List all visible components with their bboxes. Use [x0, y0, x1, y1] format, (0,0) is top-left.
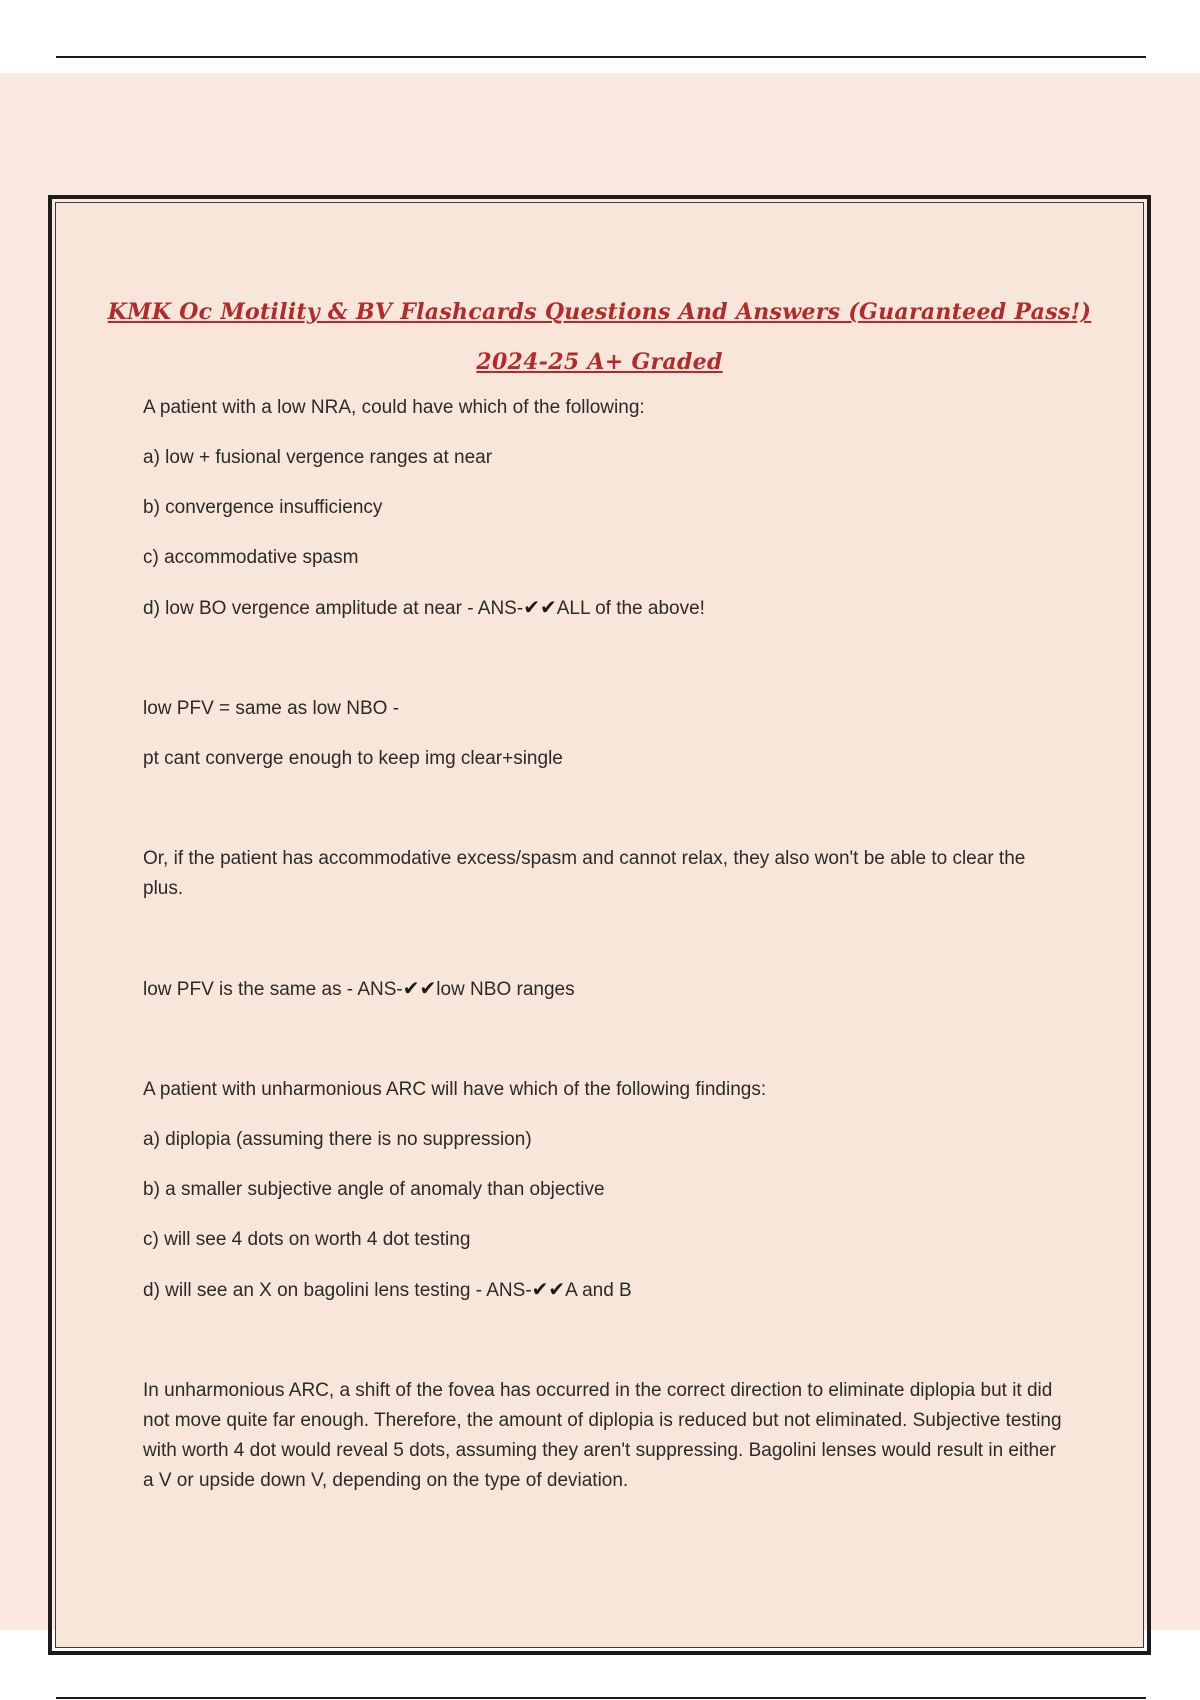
- explanation-1-line-1: low PFV = same as low NBO -: [143, 698, 400, 719]
- check-mark-icon: ✔✔: [531, 1279, 566, 1301]
- page-background: [0, 73, 1200, 1630]
- question-3: A patient with unharmonious ARC will have which of the following findings:: [143, 1079, 767, 1100]
- explanation-1-line-2: pt cant converge enough to keep img clear+single: [143, 748, 563, 769]
- question-1-option-a: a) low + fusional vergence ranges at near: [143, 447, 493, 468]
- question-3-option-b: b) a smaller subjective angle of anomaly than objective: [143, 1179, 605, 1200]
- question-1-option-c: c) accommodative spasm: [143, 547, 359, 568]
- document-body: [143, 393, 1063, 1496]
- question-1-option-b: b) convergence insufficiency: [143, 497, 383, 518]
- question-2: [143, 974, 1063, 1005]
- question-2-answer: low NBO ranges: [436, 979, 575, 1000]
- question-3-option-c: c) will see 4 dots on worth 4 dot testing: [143, 1229, 471, 1250]
- footer-rule: [56, 1697, 1146, 1699]
- check-mark-icon: ✔✔: [523, 597, 557, 619]
- explanation-3: In unharmonious ARC, a shift of the fovea has occurred in the correct direction to eliminate diplopia but it did not move quite far enough. Therefore, the amount of diplopia is reduced but not eliminated. Subjective testing with worth 4 dot would reveal 5 dots, assuming they aren't suppressing. Bagolini lenses would result in either a V or upside down V, depending on the type of deviation.: [143, 1380, 1062, 1491]
- header-rule: [56, 56, 1146, 58]
- question-3-option-a: a) diplopia (assuming there is no suppression): [143, 1129, 532, 1150]
- question-1-option-d: [143, 593, 1063, 624]
- question-1: A patient with a low NRA, could have which of the following:: [143, 397, 645, 418]
- page-frame: [48, 195, 1151, 1655]
- explanation-2: Or, if the patient has accommodative excess/spasm and cannot relax, they also won't be able to clear the plus.: [143, 848, 1026, 899]
- document-subtitle: 2024-25 A+ Graded: [476, 349, 723, 375]
- question-1-option-d-text: d) low BO vergence amplitude at near - ANS-: [143, 598, 524, 619]
- question-3-option-d-text: d) will see an X on bagolini lens testing - ANS-: [143, 1280, 532, 1301]
- document-title: KMK Oc Motility & BV Flashcards Questions And Answers (Guaranteed Pass!): [107, 299, 1092, 325]
- question-3-option-d: [143, 1275, 1063, 1306]
- question-2-text: low PFV is the same as - ANS-: [143, 979, 403, 1000]
- page-frame-inner: [55, 202, 1144, 1648]
- question-3-answer: A and B: [565, 1280, 632, 1301]
- question-1-answer: ALL of the above!: [556, 598, 705, 619]
- check-mark-icon: ✔✔: [402, 978, 437, 1000]
